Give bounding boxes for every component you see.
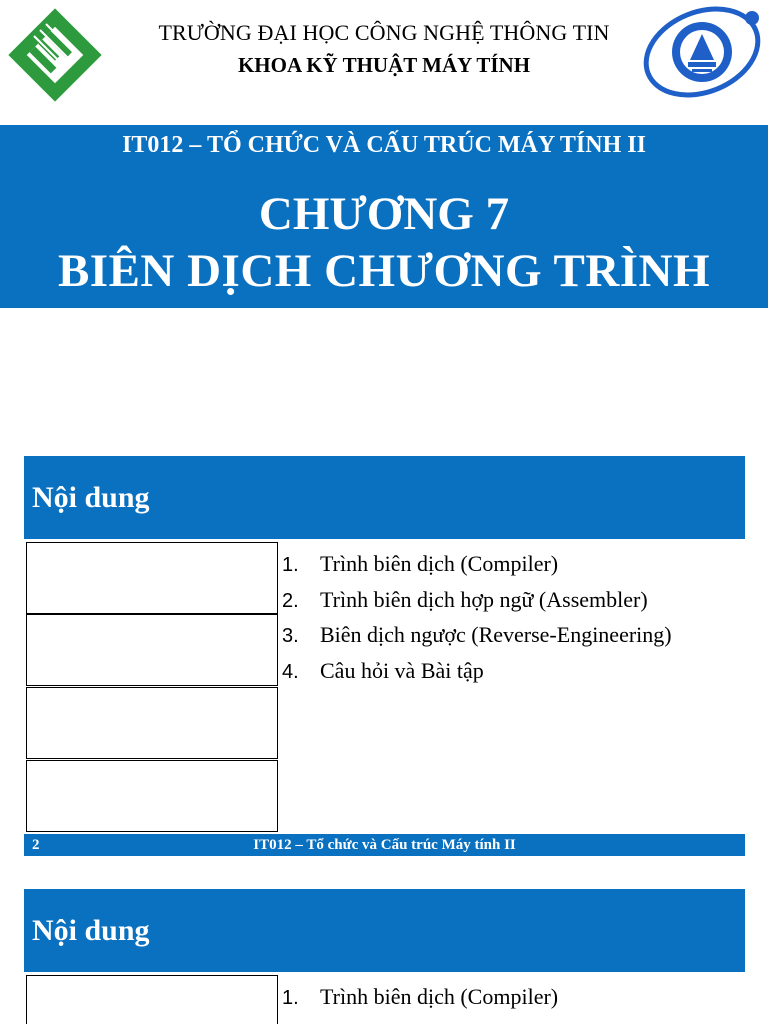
agenda-text: Trình biên dịch (Compiler) xyxy=(320,984,559,1009)
agenda-number: 1. xyxy=(282,554,299,576)
faculty-name: KHOA KỸ THUẬT MÁY TÍNH xyxy=(237,53,531,77)
agenda-number: 3. xyxy=(282,625,299,647)
agenda-item xyxy=(282,658,484,685)
faculty-logo-icon xyxy=(6,6,104,104)
slide-thumbnail[interactable] xyxy=(26,760,278,832)
university-logo xyxy=(640,0,768,100)
agenda-number: 2. xyxy=(282,590,299,612)
agenda-item xyxy=(282,984,558,1011)
slide-footer xyxy=(24,834,745,856)
chapter-number: CHƯƠNG 7 xyxy=(258,188,510,240)
agenda-text: Trình biên dịch (Compiler) xyxy=(320,551,559,576)
agenda-item xyxy=(282,622,672,649)
agenda-item xyxy=(282,587,648,614)
slide-thumbnail[interactable] xyxy=(26,975,278,1024)
course-title: IT012 – TỔ CHỨC VÀ CẤU TRÚC MÁY TÍNH II xyxy=(122,132,646,158)
faculty-logo xyxy=(6,6,104,104)
slide-thumbnail[interactable] xyxy=(26,687,278,759)
agenda-number: 4. xyxy=(282,661,299,683)
agenda-item xyxy=(282,551,558,578)
slide-thumbnail[interactable] xyxy=(26,542,278,614)
university-name: TRƯỜNG ĐẠI HỌC CÔNG NGHỆ THÔNG TIN xyxy=(158,20,610,45)
university-logo-icon xyxy=(640,0,768,100)
agenda-text: Câu hỏi và Bài tập xyxy=(320,658,484,683)
agenda-number: 1. xyxy=(282,987,299,1009)
slide-thumbnail[interactable] xyxy=(26,614,278,686)
slide-header xyxy=(24,456,745,539)
footer-course: IT012 – Tổ chức và Cấu trúc Máy tính II xyxy=(253,837,516,853)
page-number: 2 xyxy=(32,837,40,853)
title-banner xyxy=(0,125,768,308)
slide-header xyxy=(24,889,745,972)
slide-heading: Nội dung xyxy=(32,914,150,947)
agenda-text: Biên dịch ngược (Reverse-Engineering) xyxy=(320,622,672,647)
chapter-title: BIÊN DỊCH CHƯƠNG TRÌNH xyxy=(57,245,711,297)
agenda-text: Trình biên dịch hợp ngữ (Assembler) xyxy=(320,587,648,612)
slide-heading: Nội dung xyxy=(32,481,150,514)
